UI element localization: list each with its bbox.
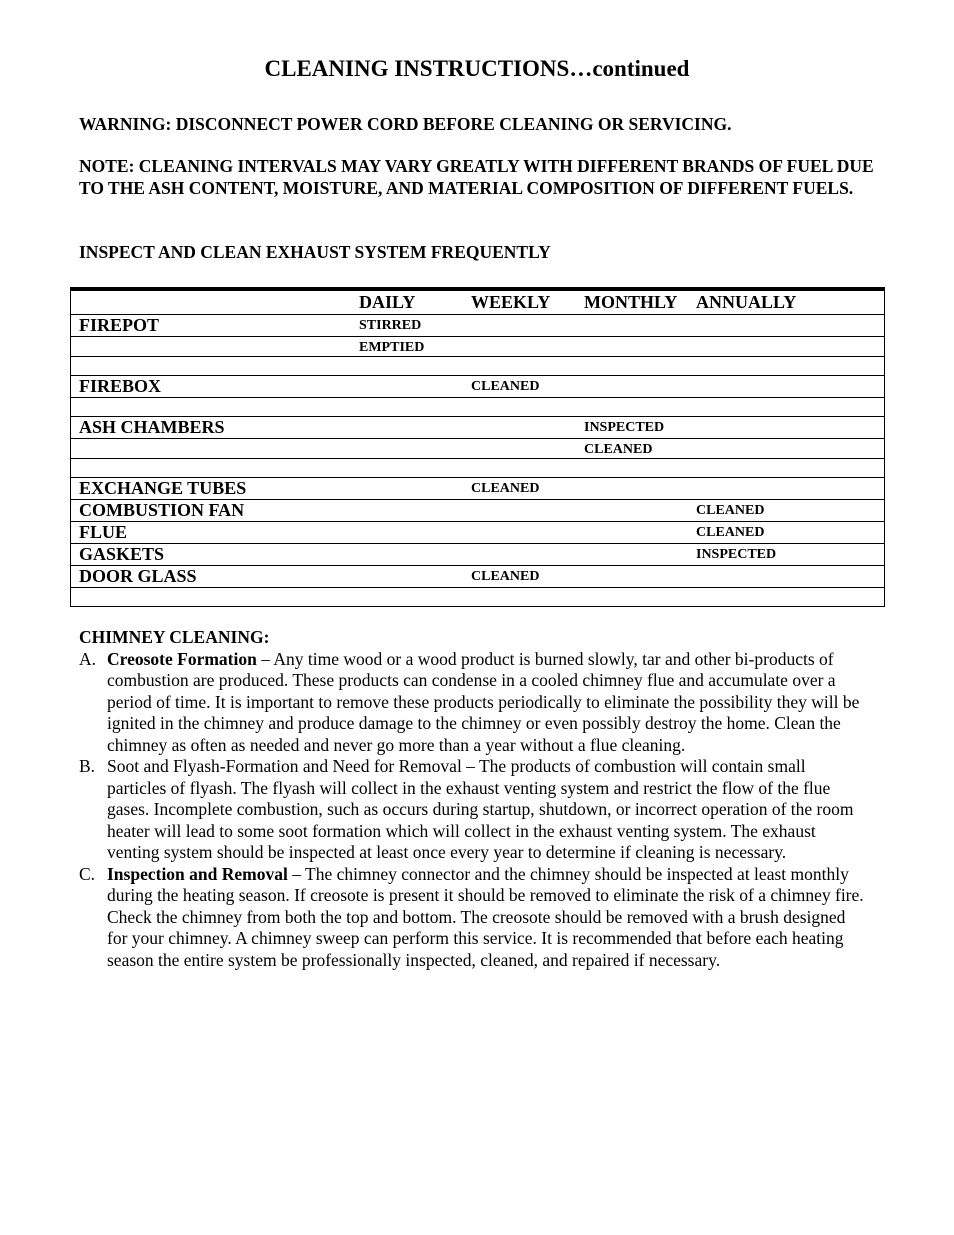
table-row [71,398,884,417]
header-daily: DAILY [359,292,416,312]
row-annually-value: INSPECTED [696,547,777,562]
row-daily-value: STIRRED [359,318,422,333]
warning-text: WARNING: DISCONNECT POWER CORD BEFORE CLEANING OR SERVICING. [79,114,732,134]
table-row [71,544,884,566]
table-row [71,459,884,478]
row-weekly-value: CLEANED [471,481,540,496]
table-row [71,376,884,398]
table-row [71,588,884,606]
table-row [71,478,884,500]
row-weekly-value: CLEANED [471,379,540,394]
row-annually-value: CLEANED [696,525,765,540]
chimney-item-c [79,864,869,972]
row-item-label: COMBUSTION FAN [79,500,245,520]
item-text: Soot and Flyash-Formation and Need for Removal – The products of combustion will contain small particles of flyash. The flyash will collect in the exhaust venting system and restrict the flow of the flue gases. Incomplete combustion, such as occurs during startup, shutdown, or incorrect operation of the room heater will lead to some soot formation which will collect in the exhaust venting system. The exhaust venting system should be inspected at least once every year to determine if cleaning is necessary. [107,756,854,862]
table-row [71,417,884,439]
row-weekly-value: CLEANED [471,569,540,584]
chimney-item-b [79,756,869,864]
row-monthly-value: CLEANED [584,442,653,457]
header-weekly: WEEKLY [471,292,551,312]
note-text: NOTE: CLEANING INTERVALS MAY VARY GREATLY WITH DIFFERENT BRANDS OF FUEL DUE TO THE ASH CONTENT, MOISTURE, AND MATERIAL COMPOSITION OF DIFFERENT FUELS. [79,156,874,198]
item-letter: B. [79,756,96,776]
chimney-cleaning-section [79,627,869,971]
item-letter: C. [79,863,96,884]
table-row [71,357,884,376]
row-monthly-value: INSPECTED [584,420,665,435]
table-row [71,522,884,544]
item-text: – Any time wood or a wood product is burned slowly, tar and other bi-products of combustion are produced. These products can condense in a cooled chimney flue and accumulate over a period of time. It is important to remove these products periodically to eliminate the possibility they will be ignited in the chimney and produce damage to the chimney or even possibly destroy the home. Clean the chimney as often as needed and never go more than a year without a flue cleaning. [107,648,860,755]
table-row [71,566,884,588]
chimney-heading: CHIMNEY CLEANING: [79,627,270,647]
table-row [71,315,884,337]
row-item-label: FLUE [79,522,128,542]
row-daily-value: EMPTIED [359,340,425,355]
item-title: Creosote Formation [107,648,257,669]
table-row [71,500,884,522]
inspect-heading: INSPECT AND CLEAN EXHAUST SYSTEM FREQUENTLY [79,242,551,262]
row-item-label: EXCHANGE TUBES [79,478,247,498]
row-item-label: ASH CHAMBERS [79,417,225,437]
chimney-item-a [79,649,869,757]
header-annually: ANNUALLY [696,292,797,312]
row-item-label: FIREBOX [79,376,162,396]
table-row [71,337,884,357]
table-row [71,439,884,459]
page-title: CLEANING INSTRUCTIONS…continued [264,56,690,81]
item-letter: A. [79,648,97,669]
row-item-label: FIREPOT [79,315,160,335]
row-item-label: DOOR GLASS [79,566,197,586]
item-title: Inspection and Removal [107,863,288,884]
header-monthly: MONTHLY [584,292,678,312]
item-text: – The chimney connector and the chimney should be inspected at least monthly during the heating season. If creosote is present it should be removed to eliminate the risk of a chimney fire. Check the chimney from both the top and bottom. The creosote should be removed with a brush designed for your chimney. A chimney sweep can perform this service. It is recommended that before each heating season the entire system be professionally inspected, cleaned, and repaired if necessary. [107,863,864,970]
row-annually-value: CLEANED [696,503,765,518]
cleaning-schedule-table [70,287,885,607]
row-item-label: GASKETS [79,544,165,564]
table-header-row [71,291,884,315]
